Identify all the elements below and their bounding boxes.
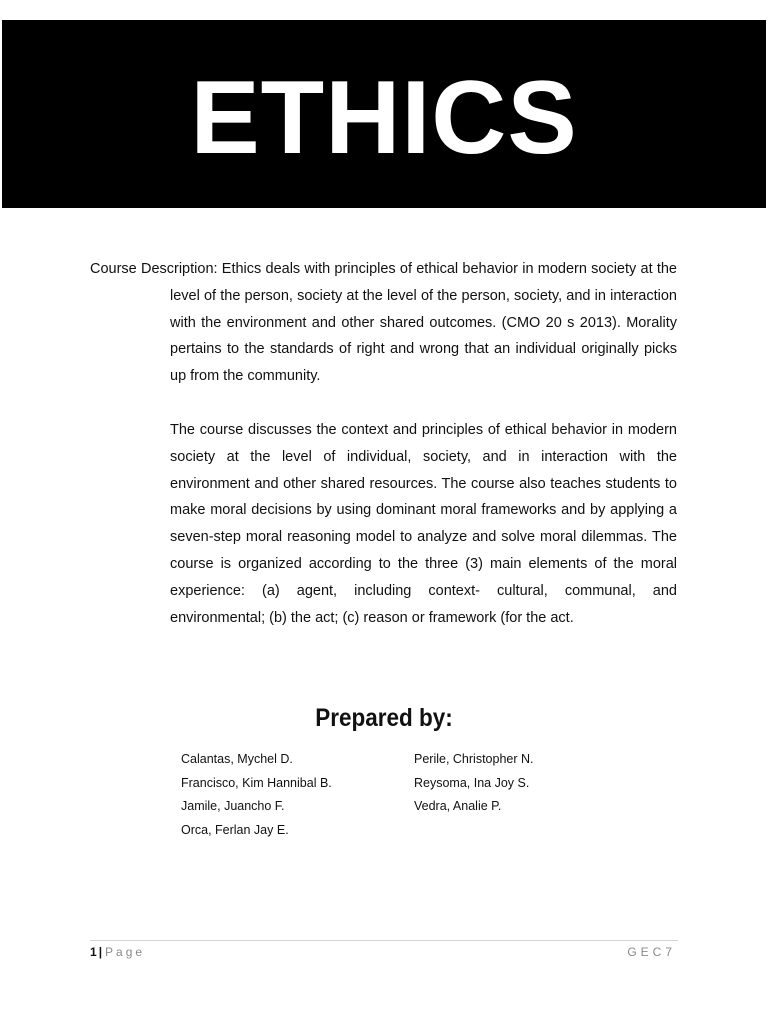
title-banner (2, 20, 766, 208)
authors-left-column (181, 748, 332, 842)
author-name: Perile, Christopher N. (414, 752, 534, 766)
author-name: Orca, Ferlan Jay E. (181, 822, 289, 837)
author-name: Francisco, Kim Hannibal B. (181, 775, 332, 790)
footer-divider (90, 940, 678, 941)
authors-right-column (414, 748, 534, 819)
page-number: 1 (90, 945, 97, 959)
author-name: Calantas, Mychel D. (181, 752, 293, 766)
author-name: Reysoma, Ina Joy S. (414, 775, 530, 790)
course-description-paragraph (90, 256, 677, 390)
course-description-label: Course Description: (90, 261, 218, 277)
page-separator: | (98, 945, 103, 959)
author-name: Vedra, Analie P. (414, 799, 502, 813)
author-name: Jamile, Juancho F. (181, 799, 285, 813)
course-overview-paragraph: The course discusses the context and principles of ethical behavior in modern society at the level of individual, society, and in interaction with the environment and other shared resources. The course also teaches students to make moral decisions by using dominant moral frameworks and by applying a seven-step moral reasoning model to analyze and solve moral dilemmas. The course is organized according to the three (3) main elements of the moral experience: (a) agent, including context- cultural, communal, and environmental; (b) the act; (c) reason or framework (for the act. (170, 422, 677, 626)
course-code: GEC7 (627, 945, 676, 959)
prepared-by-heading: Prepared by: (315, 704, 453, 732)
course-description-text: Ethics deals with principles of ethical behavior in modern society at the level of the person, society at the level of the person, society, and in interaction with the environment and other shared outcomes. (CMO 20 s 2013). Morality pertains to the standards of right and wrong that an individual originally picks up from the community. (170, 261, 677, 385)
page-footer-number (90, 945, 145, 959)
page-word: Page (105, 945, 146, 959)
document-title: ETHICS (190, 60, 578, 176)
